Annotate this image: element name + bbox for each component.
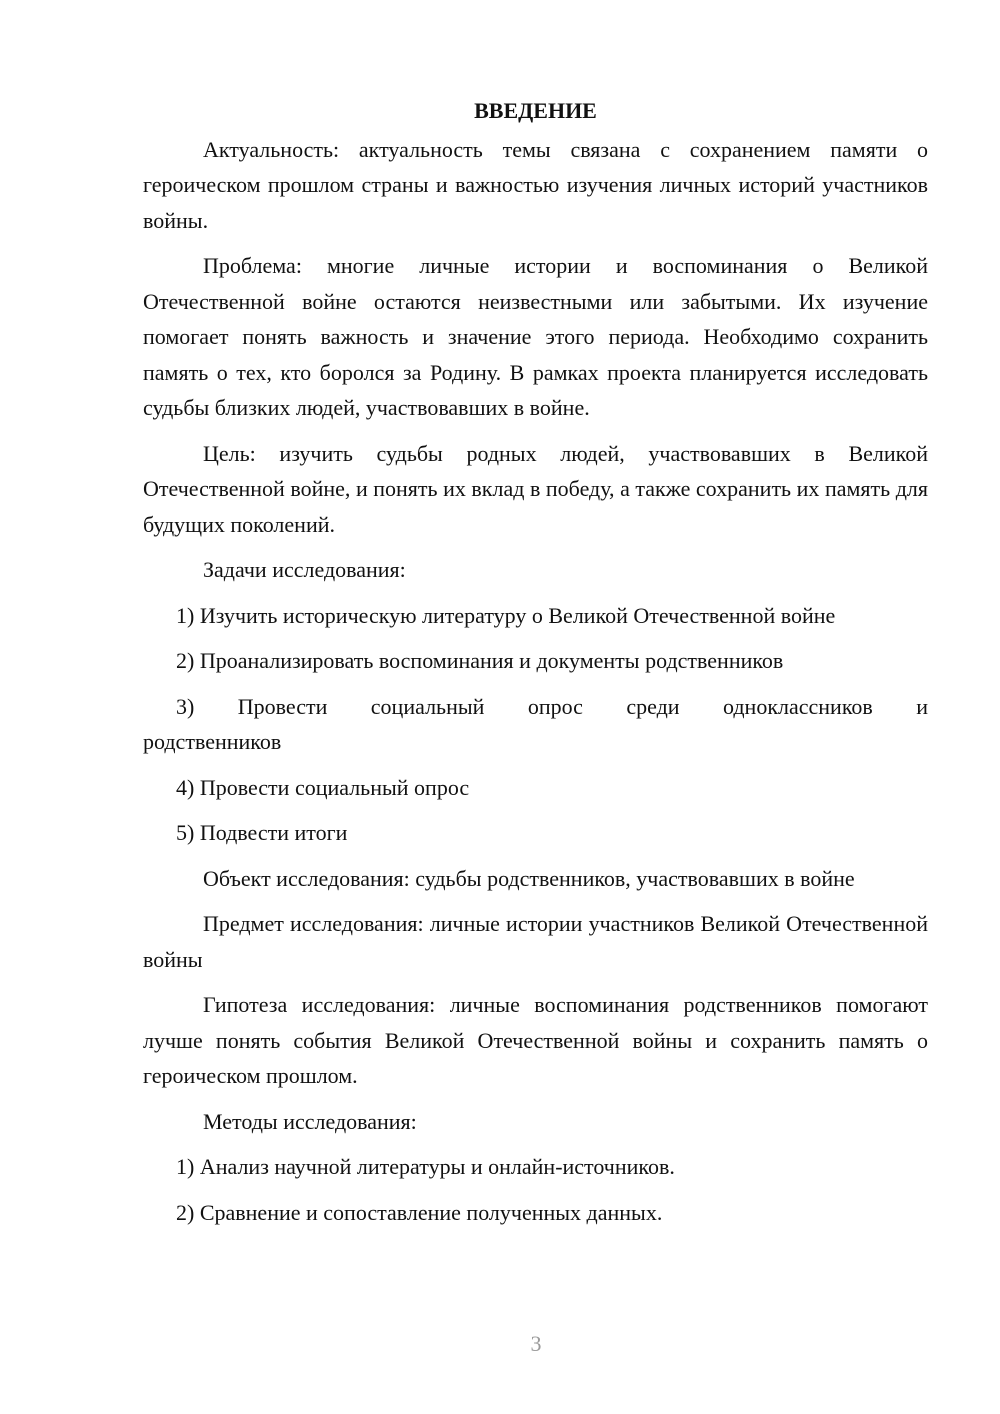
task-item-4: 4) Провести социальный опрос <box>176 774 470 800</box>
task-item-1: 1) Изучить историческую литературу о Великой Отечественной войне <box>176 602 836 628</box>
relevance-paragraph: Актуальность: актуальность темы связана с сохранением памяти о героическом прошлом страны и важностью изучения личных историй участников войны. <box>143 136 928 233</box>
task-item-3-line-1: 3) Провести социальный опрос среди одноклассников и <box>176 693 928 719</box>
task-item-3 <box>143 689 928 760</box>
goal-paragraph: Цель: изучить судьбы родных людей, участвовавших в Великой Отечественной войне, и понять их вклад в победу, а также сохранить их память для будущих поколений. <box>143 440 928 537</box>
method-item-2: 2) Сравнение и сопоставление полученных данных. <box>176 1199 663 1225</box>
section-title: ВВЕДЕНИЕ <box>474 98 597 123</box>
document-content <box>143 93 928 1240</box>
task-item-5: 5) Подвести итоги <box>176 820 348 845</box>
methods-heading: Методы исследования: <box>203 1108 417 1134</box>
subject-paragraph: Предмет исследования: личные истории участников Великой Отечественной войны <box>143 911 928 972</box>
object-paragraph: Объект исследования: судьбы родственников, участвовавших в войне <box>203 865 855 891</box>
problem-paragraph: Проблема: многие личные истории и воспоминания о Великой Отечественной войне остаются неизвестными или забытыми. Их изучение помогает понять важность и значение этого периода. Необходимо сохранить память о тех, кто боролся за Родину. В рамках проекта планируется исследовать судьбы близких людей, участвовавших в войне. <box>143 253 928 420</box>
method-item-1: 1) Анализ научной литературы и онлайн-источников. <box>176 1154 675 1179</box>
page-number: 3 <box>530 1331 542 1356</box>
hypothesis-paragraph: Гипотеза исследования: личные воспоминания родственников помогают лучше понять события Великой Отечественной войны и сохранить память о героическом прошлом. <box>143 992 928 1088</box>
task-item-2: 2) Проанализировать воспоминания и документы родственников <box>176 648 784 673</box>
tasks-heading: Задачи исследования: <box>203 557 406 582</box>
task-item-3-line-2: родственников <box>143 729 282 754</box>
